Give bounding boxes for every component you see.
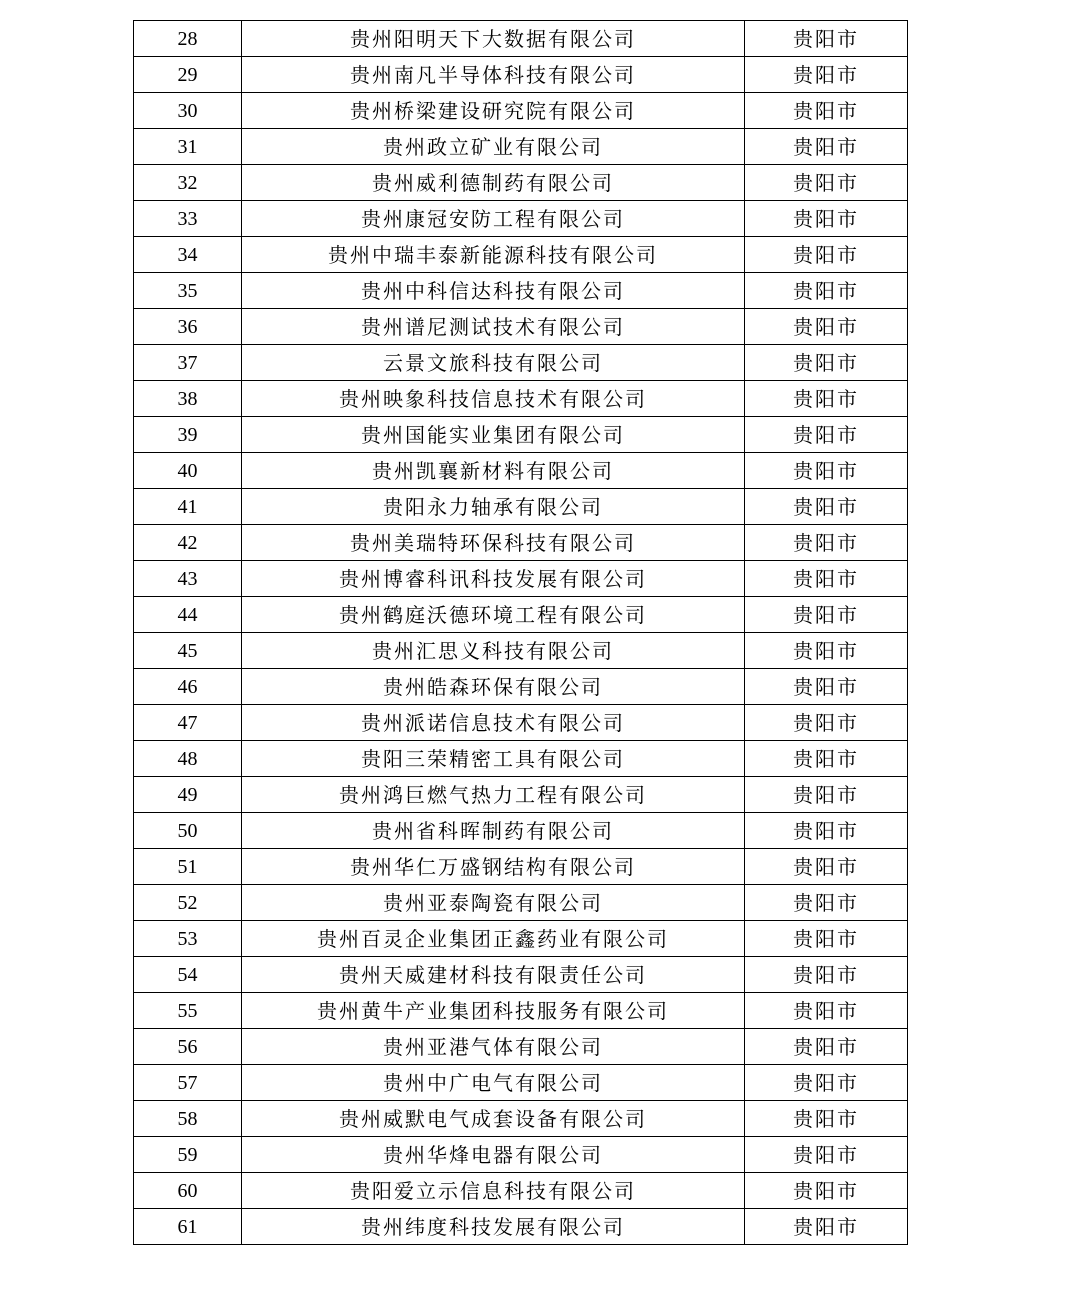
city-name: 贵阳市	[745, 201, 908, 237]
row-number: 58	[134, 1101, 242, 1137]
row-number: 52	[134, 885, 242, 921]
company-name: 贵阳三荣精密工具有限公司	[242, 741, 745, 777]
company-name: 贵州派诺信息技术有限公司	[242, 705, 745, 741]
city-name: 贵阳市	[745, 777, 908, 813]
company-name: 贵州黄牛产业集团科技服务有限公司	[242, 993, 745, 1029]
row-number: 29	[134, 57, 242, 93]
row-number: 59	[134, 1137, 242, 1173]
city-name: 贵阳市	[745, 1101, 908, 1137]
table-row	[134, 597, 908, 633]
city-name: 贵阳市	[745, 1173, 908, 1209]
row-number: 31	[134, 129, 242, 165]
city-name: 贵阳市	[745, 813, 908, 849]
company-name: 云景文旅科技有限公司	[242, 345, 745, 381]
table-row	[134, 345, 908, 381]
table-row	[134, 1209, 908, 1245]
company-name: 贵州中科信达科技有限公司	[242, 273, 745, 309]
company-name: 贵州阳明天下大数据有限公司	[242, 21, 745, 57]
table-row	[134, 417, 908, 453]
company-name: 贵州省科晖制药有限公司	[242, 813, 745, 849]
row-number: 46	[134, 669, 242, 705]
city-name: 贵阳市	[745, 381, 908, 417]
row-number: 30	[134, 93, 242, 129]
city-name: 贵阳市	[745, 1209, 908, 1245]
row-number: 40	[134, 453, 242, 489]
row-number: 55	[134, 993, 242, 1029]
company-name: 贵州威默电气成套设备有限公司	[242, 1101, 745, 1137]
company-name: 贵州纬度科技发展有限公司	[242, 1209, 745, 1245]
table-row	[134, 453, 908, 489]
company-name: 贵州中瑞丰泰新能源科技有限公司	[242, 237, 745, 273]
row-number: 42	[134, 525, 242, 561]
city-name: 贵阳市	[745, 21, 908, 57]
company-name: 贵州汇思义科技有限公司	[242, 633, 745, 669]
city-name: 贵阳市	[745, 597, 908, 633]
row-number: 54	[134, 957, 242, 993]
table-row	[134, 633, 908, 669]
city-name: 贵阳市	[745, 885, 908, 921]
table-row	[134, 1029, 908, 1065]
row-number: 48	[134, 741, 242, 777]
table-row	[134, 1173, 908, 1209]
company-name: 贵州鸿巨燃气热力工程有限公司	[242, 777, 745, 813]
table-row	[134, 57, 908, 93]
company-name: 贵州凯襄新材料有限公司	[242, 453, 745, 489]
city-name: 贵阳市	[745, 417, 908, 453]
table-row	[134, 237, 908, 273]
company-name: 贵州亚港气体有限公司	[242, 1029, 745, 1065]
row-number: 49	[134, 777, 242, 813]
company-name: 贵州皓森环保有限公司	[242, 669, 745, 705]
table-row	[134, 561, 908, 597]
table-row	[134, 1065, 908, 1101]
table-row	[134, 1101, 908, 1137]
city-name: 贵阳市	[745, 705, 908, 741]
city-name: 贵阳市	[745, 921, 908, 957]
table-row	[134, 21, 908, 57]
table-row	[134, 741, 908, 777]
row-number: 53	[134, 921, 242, 957]
company-name: 贵州映象科技信息技术有限公司	[242, 381, 745, 417]
row-number: 51	[134, 849, 242, 885]
company-name: 贵州桥梁建设研究院有限公司	[242, 93, 745, 129]
city-name: 贵阳市	[745, 57, 908, 93]
row-number: 34	[134, 237, 242, 273]
city-name: 贵阳市	[745, 345, 908, 381]
row-number: 33	[134, 201, 242, 237]
city-name: 贵阳市	[745, 669, 908, 705]
city-name: 贵阳市	[745, 957, 908, 993]
table-row	[134, 93, 908, 129]
table-row	[134, 1137, 908, 1173]
company-name: 贵州天威建材科技有限责任公司	[242, 957, 745, 993]
company-name: 贵州南凡半导体科技有限公司	[242, 57, 745, 93]
row-number: 37	[134, 345, 242, 381]
city-name: 贵阳市	[745, 93, 908, 129]
row-number: 28	[134, 21, 242, 57]
row-number: 56	[134, 1029, 242, 1065]
table-row	[134, 669, 908, 705]
table-row	[134, 489, 908, 525]
row-number: 41	[134, 489, 242, 525]
city-name: 贵阳市	[745, 237, 908, 273]
company-name: 贵州鹤庭沃德环境工程有限公司	[242, 597, 745, 633]
table-row	[134, 705, 908, 741]
city-name: 贵阳市	[745, 489, 908, 525]
city-name: 贵阳市	[745, 849, 908, 885]
city-name: 贵阳市	[745, 165, 908, 201]
table-row	[134, 777, 908, 813]
company-name: 贵州中广电气有限公司	[242, 1065, 745, 1101]
row-number: 50	[134, 813, 242, 849]
row-number: 44	[134, 597, 242, 633]
company-list-body	[134, 21, 908, 1245]
row-number: 61	[134, 1209, 242, 1245]
city-name: 贵阳市	[745, 129, 908, 165]
city-name: 贵阳市	[745, 561, 908, 597]
company-name: 贵州康冠安防工程有限公司	[242, 201, 745, 237]
city-name: 贵阳市	[745, 453, 908, 489]
city-name: 贵阳市	[745, 309, 908, 345]
table-row	[134, 957, 908, 993]
company-name: 贵州威利德制药有限公司	[242, 165, 745, 201]
city-name: 贵阳市	[745, 741, 908, 777]
row-number: 32	[134, 165, 242, 201]
row-number: 38	[134, 381, 242, 417]
city-name: 贵阳市	[745, 1029, 908, 1065]
company-name: 贵州政立矿业有限公司	[242, 129, 745, 165]
company-name: 贵州美瑞特环保科技有限公司	[242, 525, 745, 561]
table-row	[134, 201, 908, 237]
table-row	[134, 813, 908, 849]
table-row	[134, 129, 908, 165]
row-number: 39	[134, 417, 242, 453]
company-name: 贵州国能实业集团有限公司	[242, 417, 745, 453]
company-name: 贵州谱尼测试技术有限公司	[242, 309, 745, 345]
city-name: 贵阳市	[745, 1137, 908, 1173]
city-name: 贵阳市	[745, 273, 908, 309]
row-number: 35	[134, 273, 242, 309]
company-name: 贵州博睿科讯科技发展有限公司	[242, 561, 745, 597]
row-number: 36	[134, 309, 242, 345]
row-number: 57	[134, 1065, 242, 1101]
table-row	[134, 849, 908, 885]
row-number: 45	[134, 633, 242, 669]
city-name: 贵阳市	[745, 993, 908, 1029]
row-number: 43	[134, 561, 242, 597]
table-row	[134, 309, 908, 345]
table-row	[134, 993, 908, 1029]
city-name: 贵阳市	[745, 525, 908, 561]
table-row	[134, 381, 908, 417]
city-name: 贵阳市	[745, 633, 908, 669]
company-name: 贵州华烽电器有限公司	[242, 1137, 745, 1173]
city-name: 贵阳市	[745, 1065, 908, 1101]
row-number: 47	[134, 705, 242, 741]
company-name: 贵阳永力轴承有限公司	[242, 489, 745, 525]
table-row	[134, 525, 908, 561]
table-row	[134, 273, 908, 309]
table-row	[134, 885, 908, 921]
company-name: 贵州亚泰陶瓷有限公司	[242, 885, 745, 921]
company-list-table	[133, 20, 908, 1245]
company-name: 贵州华仁万盛钢结构有限公司	[242, 849, 745, 885]
company-name: 贵阳爱立示信息科技有限公司	[242, 1173, 745, 1209]
table-row	[134, 921, 908, 957]
table-row	[134, 165, 908, 201]
company-name: 贵州百灵企业集团正鑫药业有限公司	[242, 921, 745, 957]
row-number: 60	[134, 1173, 242, 1209]
